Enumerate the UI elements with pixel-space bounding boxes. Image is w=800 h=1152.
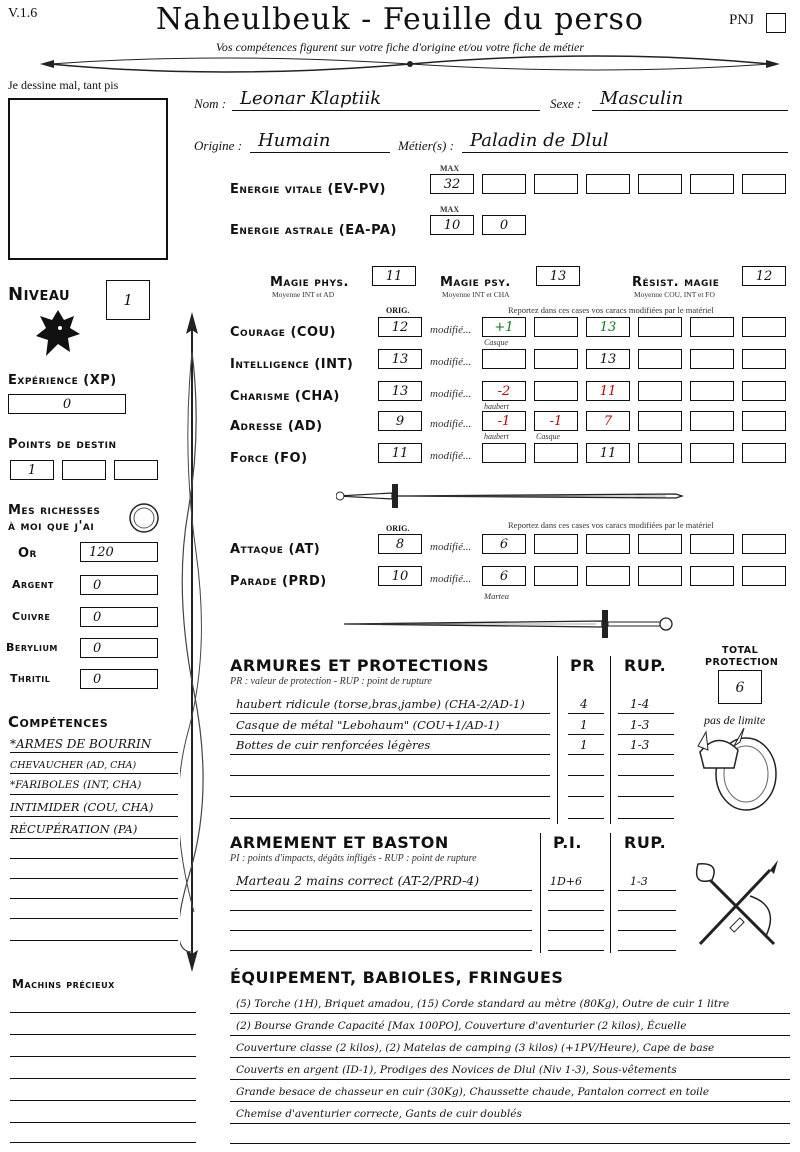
- origine-label: Origine :: [194, 138, 243, 153]
- pnj-label: PNJ: [729, 12, 755, 28]
- skill-line: [10, 858, 178, 859]
- magie-phys-value: 11: [385, 269, 403, 284]
- armor-row-name: Bottes de cuir renforcées légères: [236, 738, 431, 752]
- prd-mod-1-note: Martea: [484, 591, 510, 601]
- ad-mod-box-6[interactable]: [742, 411, 786, 431]
- machins-precieux-title: Machins précieux: [12, 977, 115, 991]
- cuivre-box[interactable]: [80, 607, 158, 627]
- skill-line: [10, 838, 178, 839]
- precious-line: [10, 1034, 196, 1035]
- fo-orig-box[interactable]: [378, 443, 422, 463]
- fo-mod-box-5[interactable]: [690, 443, 734, 463]
- armor-line: [618, 734, 674, 735]
- armor-line: [568, 775, 604, 776]
- armor-line: [618, 775, 674, 776]
- at-mod-box-3[interactable]: [586, 534, 630, 554]
- fo-mod-box-6[interactable]: [742, 443, 786, 463]
- armor-row-pr: 4: [580, 697, 588, 711]
- skill-line: [10, 794, 178, 795]
- weapon-line: [230, 930, 532, 931]
- int-orig-value: 13: [391, 352, 409, 367]
- niveau-box[interactable]: [106, 280, 150, 320]
- cha-mod-box-5[interactable]: [690, 381, 734, 401]
- ad-mod-2-note: Casque: [536, 432, 560, 441]
- prd-mod-box-2[interactable]: [534, 566, 578, 586]
- cha-orig-value: 13: [391, 384, 409, 399]
- int-mod-box-4[interactable]: [638, 349, 682, 369]
- at-mod-box-4[interactable]: [638, 534, 682, 554]
- crossed-weapons-icon: [690, 856, 784, 950]
- ad-mod-box-3[interactable]: [586, 411, 630, 431]
- destin-box-2[interactable]: [62, 460, 106, 480]
- ad-orig-value: 9: [395, 414, 405, 429]
- armor-line: [230, 818, 550, 819]
- sheet-title: Naheulbeuk - Feuille du perso: [156, 2, 644, 37]
- precious-line: [10, 1122, 196, 1123]
- sexe-label: Sexe :: [550, 96, 582, 111]
- dragon-icon: [34, 306, 82, 362]
- ad-modif-label: modifié...: [430, 418, 472, 430]
- weapon-line: [618, 890, 676, 891]
- ev-label: Energie vitale (EV-PV): [230, 182, 386, 197]
- cha-modif-label: modifié...: [430, 388, 472, 400]
- fo-mod-3-value: 11: [599, 446, 617, 461]
- nom-value[interactable]: Leonar Klaptiik: [240, 88, 382, 109]
- ev-max-box[interactable]: [430, 174, 474, 194]
- cou-mod-box-2[interactable]: [534, 317, 578, 337]
- cou-label: Courage (COU): [230, 325, 336, 340]
- armor-line: [618, 796, 674, 797]
- int-mod-box-5[interactable]: [690, 349, 734, 369]
- total-protection-label-2: PROTECTION: [705, 657, 779, 668]
- sexe-underline: [592, 110, 788, 111]
- cha-mod-3-value: 11: [599, 384, 617, 399]
- cha-mod-box-3[interactable]: [586, 381, 630, 401]
- armor-line: [618, 713, 674, 714]
- richesses-label-1: Mes richesses: [8, 503, 101, 518]
- fo-mod-box-1[interactable]: [482, 443, 526, 463]
- berylium-box[interactable]: [80, 638, 158, 658]
- metier-label: Métier(s) :: [398, 138, 454, 153]
- prd-mod-box-6[interactable]: [742, 566, 786, 586]
- cou-modif-label: modifié...: [430, 324, 472, 336]
- weapon-line: [548, 930, 604, 931]
- ea-current-box[interactable]: [482, 215, 526, 235]
- ev-max-label: MAX: [440, 164, 460, 173]
- armement-col-divider: [610, 833, 611, 953]
- armures-col-divider: [610, 656, 611, 824]
- combat-orig-label: ORIG.: [386, 524, 410, 533]
- ev-box-7[interactable]: [742, 174, 786, 194]
- int-label: Intelligence (INT): [230, 357, 354, 372]
- stats-orig-label: ORIG.: [386, 306, 410, 315]
- equipment-line: Couverts en argent (ID-1), Prodiges des Novices de Dlul (Niv 1-3), Sous-vêtements: [236, 1064, 677, 1076]
- ad-mod-box-1[interactable]: [482, 411, 526, 431]
- niveau-label: Niveau: [8, 284, 71, 305]
- armor-row-rup: 1-3: [630, 738, 650, 752]
- armor-line: [568, 796, 604, 797]
- weapon-line: [618, 950, 676, 951]
- or-value: 120: [89, 545, 114, 560]
- sword-icon-2: [340, 606, 680, 642]
- prd-mod-box-4[interactable]: [638, 566, 682, 586]
- ad-orig-box[interactable]: [378, 411, 422, 431]
- version-label: V.1.6: [8, 6, 38, 21]
- armement-col-rup: RUP.: [624, 833, 667, 852]
- armor-line: [230, 713, 550, 714]
- ad-mod-box-2[interactable]: [534, 411, 578, 431]
- armor-line: [568, 818, 604, 819]
- cuivre-value: 0: [93, 610, 102, 625]
- weapon-row-pi: 1D+6: [550, 875, 583, 888]
- armement-title: ARMEMENT ET BASTON: [230, 833, 449, 852]
- equipment-line: (2) Bourse Grande Capacité [Max 100PO], Couverture d'aventurier (2 kilos), Écuelle: [236, 1020, 687, 1032]
- cou-mod-box-5[interactable]: [690, 317, 734, 337]
- cou-mod-box-3[interactable]: [586, 317, 630, 337]
- prd-orig-value: 10: [391, 569, 409, 584]
- fo-orig-value: 11: [391, 446, 409, 461]
- armor-line: [230, 734, 550, 735]
- armement-subtitle: PI : points d'impacts, dégâts infligés - RUP : point de rupture: [230, 853, 477, 864]
- total-protection-note: pas de limite: [704, 713, 766, 727]
- armor-line: [618, 818, 674, 819]
- skill-line: [10, 878, 178, 879]
- total-protection-box[interactable]: [718, 670, 762, 704]
- prd-mod-box-1[interactable]: [482, 566, 526, 586]
- cha-orig-box[interactable]: [378, 381, 422, 401]
- spear-divider-icon: [40, 52, 780, 76]
- armor-line: [568, 713, 604, 714]
- skill-line: [10, 816, 178, 817]
- equipment-underline: [230, 1013, 790, 1014]
- total-protection-label-1: TOTAL: [722, 645, 759, 656]
- cou-orig-value: 12: [391, 320, 409, 335]
- armor-row-pr: 1: [580, 718, 588, 732]
- armures-col-divider: [557, 656, 558, 824]
- cha-label: Charisme (CHA): [230, 389, 340, 404]
- origine-value[interactable]: Humain: [258, 130, 331, 151]
- equipment-underline: [230, 1035, 790, 1036]
- at-orig-value: 8: [395, 537, 405, 552]
- coin-icon: [128, 502, 160, 534]
- at-orig-box[interactable]: [378, 534, 422, 554]
- int-orig-box[interactable]: [378, 349, 422, 369]
- magie-phys-box[interactable]: [372, 266, 416, 286]
- berylium-label: Berylium: [6, 641, 58, 654]
- ev-box-4[interactable]: [586, 174, 630, 194]
- pnj-checkbox[interactable]: [766, 13, 786, 33]
- fo-label: Force (FO): [230, 451, 308, 466]
- destin-box-3[interactable]: [114, 460, 158, 480]
- weapon-line: [230, 910, 532, 911]
- at-mod-1-value: 6: [499, 537, 509, 552]
- weapon-line: [230, 950, 532, 951]
- fo-mod-box-2[interactable]: [534, 443, 578, 463]
- weapon-line: [548, 910, 604, 911]
- int-mod-box-3[interactable]: [586, 349, 630, 369]
- combat-note: Reportez dans ces cases vos caracs modifiées par le matériel: [508, 520, 714, 530]
- int-mod-box-2[interactable]: [534, 349, 578, 369]
- skill-item: *ARMES DE BOURRIN: [10, 737, 152, 751]
- weapon-line: [548, 890, 604, 891]
- ev-box-5[interactable]: [638, 174, 682, 194]
- weapon-row-name: Marteau 2 mains correct (AT-2/PRD-4): [236, 873, 480, 888]
- armures-subtitle: PR : valeur de protection - RUP : point de rupture: [230, 676, 432, 687]
- equipement-title: ÉQUIPEMENT, BABIOLES, FRINGUES: [230, 968, 564, 987]
- argent-label: Argent: [12, 578, 54, 591]
- fo-modif-label: modifié...: [430, 450, 472, 462]
- skill-line: [10, 898, 178, 899]
- argent-box[interactable]: [80, 575, 158, 595]
- skill-item: INTIMIDER (COU, CHA): [10, 800, 154, 814]
- fo-mod-box-4[interactable]: [638, 443, 682, 463]
- berylium-value: 0: [93, 641, 102, 656]
- armures-col-pr: PR: [570, 656, 596, 675]
- ad-mod-2-value: -1: [549, 414, 563, 429]
- armor-line: [618, 754, 674, 755]
- total-protection-value: 6: [735, 680, 745, 696]
- thritil-value: 0: [93, 672, 102, 687]
- cuivre-label: Cuivre: [12, 610, 51, 623]
- equipment-underline: [230, 1123, 790, 1124]
- prd-label: Parade (PRD): [230, 574, 327, 589]
- ea-label: Energie astrale (EA-PA): [230, 223, 397, 238]
- competences-title: Compétences: [8, 713, 109, 731]
- ea-max-label: MAX: [440, 205, 460, 214]
- armor-row-rup: 1-3: [630, 718, 650, 732]
- armor-line: [568, 754, 604, 755]
- int-modif-label: modifié...: [430, 356, 472, 368]
- ea-current-value: 0: [499, 218, 509, 233]
- helmet-shield-icon: [694, 724, 780, 814]
- ad-mod-1-value: -1: [497, 414, 511, 429]
- origine-underline: [250, 152, 390, 153]
- sexe-value[interactable]: Masculin: [600, 88, 684, 109]
- or-box[interactable]: [80, 542, 158, 562]
- ev-box-3[interactable]: [534, 174, 578, 194]
- int-mod-box-6[interactable]: [742, 349, 786, 369]
- niveau-value: 1: [123, 291, 133, 309]
- ad-mod-box-5[interactable]: [690, 411, 734, 431]
- armor-row-name: haubert ridicule (torse,bras,jambe) (CHA-2/AD-1): [236, 697, 525, 711]
- armor-row-name: Casque de métal "Lebohaum" (COU+1/AD-1): [236, 718, 500, 732]
- armor-line: [230, 796, 550, 797]
- cou-mod-1-value: +1: [494, 320, 514, 335]
- nom-underline: [232, 110, 540, 111]
- skill-line: [10, 918, 178, 919]
- precious-line: [10, 1012, 196, 1013]
- armor-line: [230, 775, 550, 776]
- armures-title: ARMURES ET PROTECTIONS: [230, 656, 489, 675]
- prd-mod-1-value: 6: [499, 569, 509, 584]
- magie-psy-box[interactable]: [536, 266, 580, 286]
- xp-value: 0: [62, 397, 72, 412]
- armor-line: [568, 734, 604, 735]
- precious-line: [10, 1056, 196, 1057]
- resist-magie-label: Résist. magie: [632, 275, 720, 290]
- destin-value: 1: [27, 463, 37, 478]
- ev-box-2[interactable]: [482, 174, 526, 194]
- sheet-subtitle: Vos compétences figurent sur votre fiche d'origine et/ou votre fiche de métier: [215, 40, 585, 54]
- or-label: Or: [18, 546, 37, 561]
- resist-magie-note: Moyenne COU, INT et FO: [634, 290, 715, 299]
- ev-max-value: 32: [443, 177, 461, 192]
- cou-mod-box-1[interactable]: [482, 317, 526, 337]
- equipment-underline: [230, 1057, 790, 1058]
- resist-magie-value: 12: [755, 269, 773, 284]
- xp-label: Expérience (XP): [8, 373, 117, 388]
- armor-row-rup: 1-4: [630, 697, 650, 711]
- magie-phys-label: Magie phys.: [270, 275, 349, 290]
- destin-box-1[interactable]: [10, 460, 54, 480]
- at-mod-box-6[interactable]: [742, 534, 786, 554]
- cha-mod-1-value: -2: [497, 384, 511, 399]
- ev-box-6[interactable]: [690, 174, 734, 194]
- int-mod-box-1[interactable]: [482, 349, 526, 369]
- at-modif-label: modifié...: [430, 541, 472, 553]
- at-mod-box-1[interactable]: [482, 534, 526, 554]
- at-mod-box-5[interactable]: [690, 534, 734, 554]
- prd-modif-label: modifié...: [430, 573, 472, 585]
- armor-line: [230, 754, 550, 755]
- vertical-spear-icon: [180, 312, 204, 972]
- equipment-line: Chemise d'aventurier correcte, Gants de cuir doublés: [236, 1108, 522, 1120]
- cha-mod-box-6[interactable]: [742, 381, 786, 401]
- equipment-line: Couverture classe (2 kilos), (2) Matelas de camping (3 kilos) (+1PV/Heure), Cape de base: [236, 1042, 715, 1054]
- equipment-underline: [230, 1143, 790, 1144]
- skill-item: CHEVAUCHER (AD, CHA): [10, 760, 137, 771]
- equipment-underline: [230, 1101, 790, 1102]
- precious-line: [10, 1078, 196, 1079]
- prd-mod-box-5[interactable]: [690, 566, 734, 586]
- skill-line: [10, 773, 178, 774]
- argent-value: 0: [93, 578, 102, 593]
- destin-label: Points de destin: [8, 437, 117, 452]
- magie-phys-note: Moyenne INT et AD: [272, 290, 335, 299]
- armures-col-rup: RUP.: [624, 656, 667, 675]
- skill-line: [10, 940, 178, 941]
- skill-line: [10, 752, 178, 753]
- prd-mod-box-3[interactable]: [586, 566, 630, 586]
- at-mod-box-2[interactable]: [534, 534, 578, 554]
- metier-underline: [462, 152, 788, 153]
- stats-note: Reportez dans ces cases vos caracs modifiées par le matériel: [508, 305, 714, 315]
- nom-label: Nom :: [194, 96, 227, 111]
- armement-col-divider: [540, 833, 541, 953]
- ad-mod-1-note: haubert: [484, 432, 509, 441]
- ad-mod-3-value: 7: [603, 414, 613, 429]
- portrait-box[interactable]: [8, 98, 168, 260]
- precious-line: [10, 1100, 196, 1101]
- ad-label: Adresse (AD): [230, 419, 323, 434]
- cha-mod-box-2[interactable]: [534, 381, 578, 401]
- magie-psy-note: Moyenne INT et CHA: [442, 290, 510, 299]
- at-label: Attaque (AT): [230, 542, 321, 557]
- weapon-line: [548, 950, 604, 951]
- cou-mod-1-note: Casque: [484, 338, 508, 347]
- richesses-label-2: à moi que j'ai: [8, 519, 95, 534]
- equipment-line: (5) Torche (1H), Briquet amadou, (15) Corde standard au mètre (80Kg), Outre de cuir 1 litre: [236, 998, 730, 1010]
- weapon-line: [618, 910, 676, 911]
- metier-value[interactable]: Paladin de Dlul: [470, 130, 609, 151]
- magie-psy-value: 13: [549, 269, 567, 284]
- xp-box[interactable]: [8, 394, 126, 414]
- cou-orig-box[interactable]: [378, 317, 422, 337]
- ea-max-box[interactable]: [430, 215, 474, 235]
- skill-item: RÉCUPÉRATION (PA): [10, 822, 138, 836]
- weapon-line: [618, 930, 676, 931]
- thritil-box[interactable]: [80, 669, 158, 689]
- precious-line: [10, 1142, 196, 1143]
- cou-mod-box-6[interactable]: [742, 317, 786, 337]
- resist-magie-box[interactable]: [742, 266, 786, 286]
- fo-mod-box-3[interactable]: [586, 443, 630, 463]
- armor-row-pr: 1: [580, 738, 588, 752]
- skill-item: *FARIBOLES (INT, CHA): [10, 779, 142, 791]
- int-mod-3-value: 13: [599, 352, 617, 367]
- armement-col-pi: P.I.: [553, 833, 582, 852]
- portrait-caption: Je dessine mal, tant pis: [8, 78, 119, 92]
- weapon-row-rup: 1-3: [630, 875, 648, 888]
- cou-mod-3-value: 13: [599, 320, 617, 335]
- equipment-underline: [230, 1079, 790, 1080]
- weapon-line: [230, 890, 532, 891]
- cha-mod-box-4[interactable]: [638, 381, 682, 401]
- thritil-label: Thritil: [10, 672, 51, 685]
- ad-mod-box-4[interactable]: [638, 411, 682, 431]
- sword-icon: [336, 478, 686, 514]
- cha-mod-1-note: haubert: [484, 402, 509, 411]
- cou-mod-box-4[interactable]: [638, 317, 682, 337]
- magie-psy-label: Magie psy.: [440, 275, 511, 290]
- prd-orig-box[interactable]: [378, 566, 422, 586]
- ea-max-value: 10: [443, 218, 461, 233]
- equipment-line: Grande besace de chasseur en cuir (30Kg), Chaussette chaude, Pantalon correct en toile: [236, 1086, 710, 1098]
- cha-mod-box-1[interactable]: [482, 381, 526, 401]
